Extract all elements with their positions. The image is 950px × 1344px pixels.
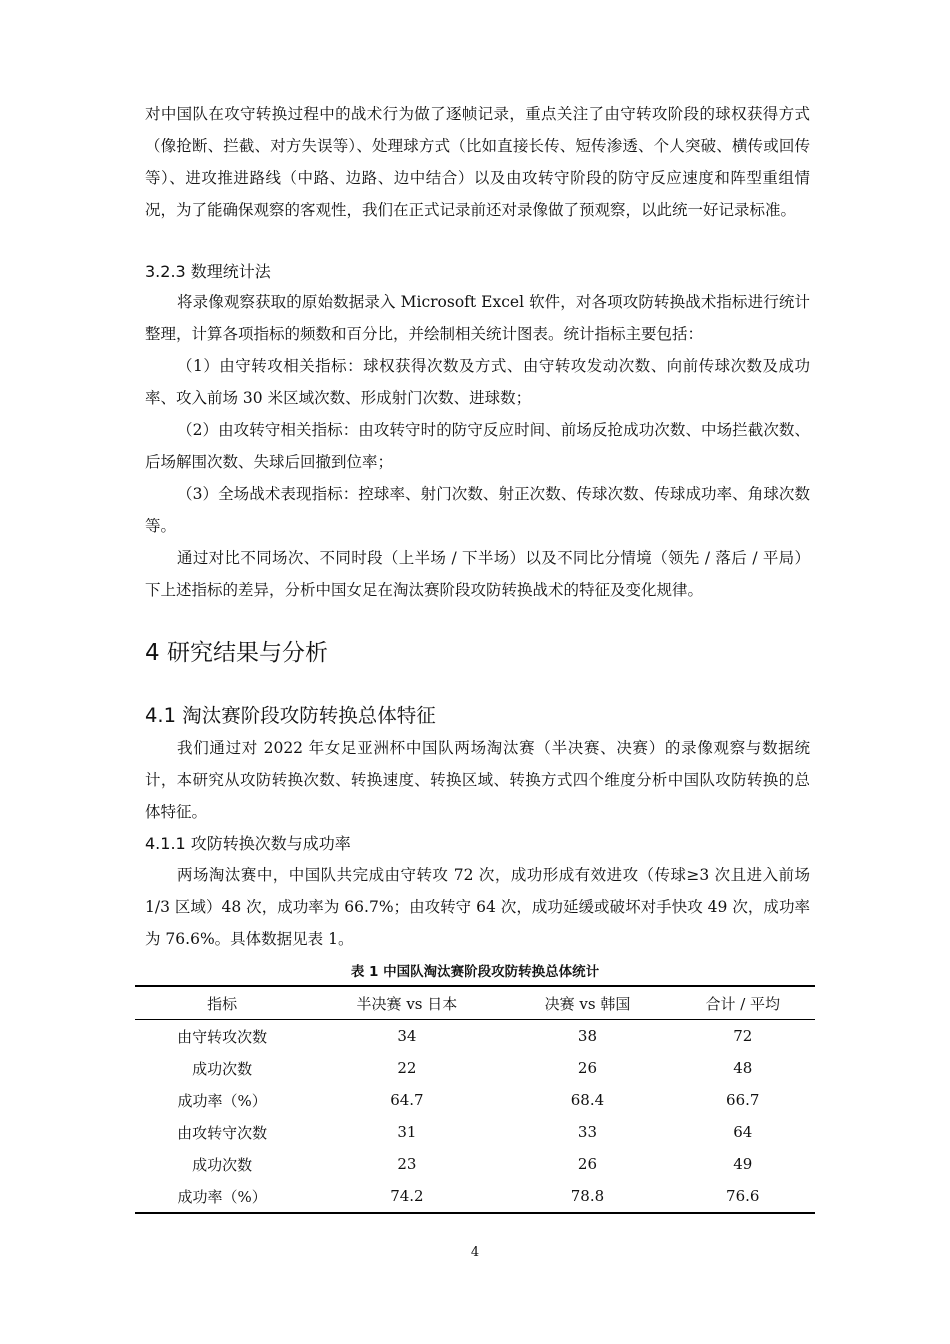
table-header-cell: 指标 xyxy=(207,994,238,1013)
table-row xyxy=(135,1052,815,1084)
table-cell: 成功率（%） xyxy=(177,1091,267,1110)
table-header-cell: 半决赛 vs 日本 xyxy=(356,994,458,1013)
table-header-row xyxy=(135,986,815,1020)
table-cell: 78.8 xyxy=(570,1187,605,1205)
table-row xyxy=(135,1084,815,1116)
statistics-method-paragraph: 将录像观察获取的原始数据录入 Microsoft Excel 软件，对各项攻防转换战术指标进行统计整理，计算各项指标的频数和百分比，并绘制相关统计图表。统计指标主要包括： xyxy=(145,293,810,343)
intro-paragraph: 对中国队在攻守转换过程中的战术行为做了逐帧记录，重点关注了由守转攻阶段的球权获得方式（像抢断、拦截、对方失误等）、处理球方式（比如直接长传、短传渗透、个人突破、横传或回传等）、进攻推进路线（中路、边路、边中结合）以及由攻转守阶段的防守反应速度和阵型重组情况，为了能确保观察的客观性，我们在正式记录前还对录像做了预观察，以此统一好记录标准。 xyxy=(145,105,810,219)
table-cell: 68.4 xyxy=(570,1091,605,1109)
table-cell: 23 xyxy=(397,1155,417,1173)
table-cell: 成功次数 xyxy=(192,1155,253,1174)
table-cell: 76.6 xyxy=(726,1187,760,1205)
section-heading-4-1: 4.1 淘汰赛阶段攻防转换总体特征 xyxy=(145,704,436,727)
section-heading-3-2-3: 3.2.3 数理统计法 xyxy=(145,262,271,281)
transition-stats-table xyxy=(135,985,815,1214)
table-cell: 成功次数 xyxy=(192,1059,253,1078)
indicator-list-item-3: （3）全场战术表现指标：控球率、射门次数、射正次数、传球次数、传球成功率、角球次数等。 xyxy=(145,485,810,535)
transition-results-paragraph: 两场淘汰赛中，中国队共完成由守转攻 72 次，成功形成有效进攻（传球≥3 次且进入前场 1/3 区域）48 次，成功率为 66.7%；由攻转守 64 次，成功延缓或破坏对手快攻 49 次，成功率为 76.6%。具体数据见表 1。 xyxy=(145,866,810,948)
indicator-list-item-1: （1）由守转攻相关指标：球权获得次数及方式、由守转攻发动次数、向前传球次数及成功率、攻入前场 30 米区域次数、形成射门次数、进球数； xyxy=(145,357,810,407)
table-row xyxy=(135,1180,815,1213)
table-cell: 38 xyxy=(577,1027,598,1045)
table-cell: 64 xyxy=(733,1123,753,1141)
table-caption: 表 1 中国队淘汰赛阶段攻防转换总体统计 xyxy=(350,964,600,980)
table-cell: 66.7 xyxy=(726,1091,760,1109)
table-cell: 48 xyxy=(733,1059,753,1077)
table-header-cell: 决赛 vs 韩国 xyxy=(544,994,631,1013)
section-heading-4-1-1: 4.1.1 攻防转换次数与成功率 xyxy=(145,834,351,853)
table-header-cell: 合计 / 平均 xyxy=(705,994,781,1013)
overview-paragraph: 我们通过对 2022 年女足亚洲杯中国队两场淘汰赛（半决赛、决赛）的录像观察与数据统计，本研究从攻防转换次数、转换速度、转换区域、转换方式四个维度分析中国队攻防转换的总体特征。 xyxy=(145,739,810,821)
table-cell: 31 xyxy=(397,1123,417,1141)
table-row xyxy=(135,1020,815,1053)
table-cell: 49 xyxy=(733,1155,753,1173)
table-cell: 74.2 xyxy=(390,1187,424,1205)
table-cell: 22 xyxy=(397,1059,417,1077)
table-cell: 72 xyxy=(733,1027,753,1045)
table-cell: 26 xyxy=(577,1155,598,1173)
comparison-paragraph: 通过对比不同场次、不同时段（上半场 / 下半场）以及不同比分情境（领先 / 落后 / 平局）下上述指标的差异，分析中国女足在淘汰赛阶段攻防转换战术的特征及变化规律。 xyxy=(145,549,810,599)
chapter-heading-4: 4 研究结果与分析 xyxy=(145,640,328,666)
table-cell: 由守转攻次数 xyxy=(177,1027,268,1046)
table-cell: 26 xyxy=(577,1059,598,1077)
table-cell: 33 xyxy=(577,1123,598,1141)
table-cell: 成功率（%） xyxy=(177,1187,267,1206)
table-cell: 34 xyxy=(397,1027,417,1045)
table-cell: 由攻转守次数 xyxy=(177,1123,268,1142)
page-number: 4 xyxy=(470,1245,480,1260)
table-cell: 64.7 xyxy=(390,1091,424,1109)
table-row xyxy=(135,1148,815,1180)
indicator-list-item-2: （2）由攻转守相关指标：由攻转守时的防守反应时间、前场反抢成功次数、中场拦截次数、后场解围次数、失球后回撤到位率； xyxy=(145,421,810,471)
table-row xyxy=(135,1116,815,1148)
